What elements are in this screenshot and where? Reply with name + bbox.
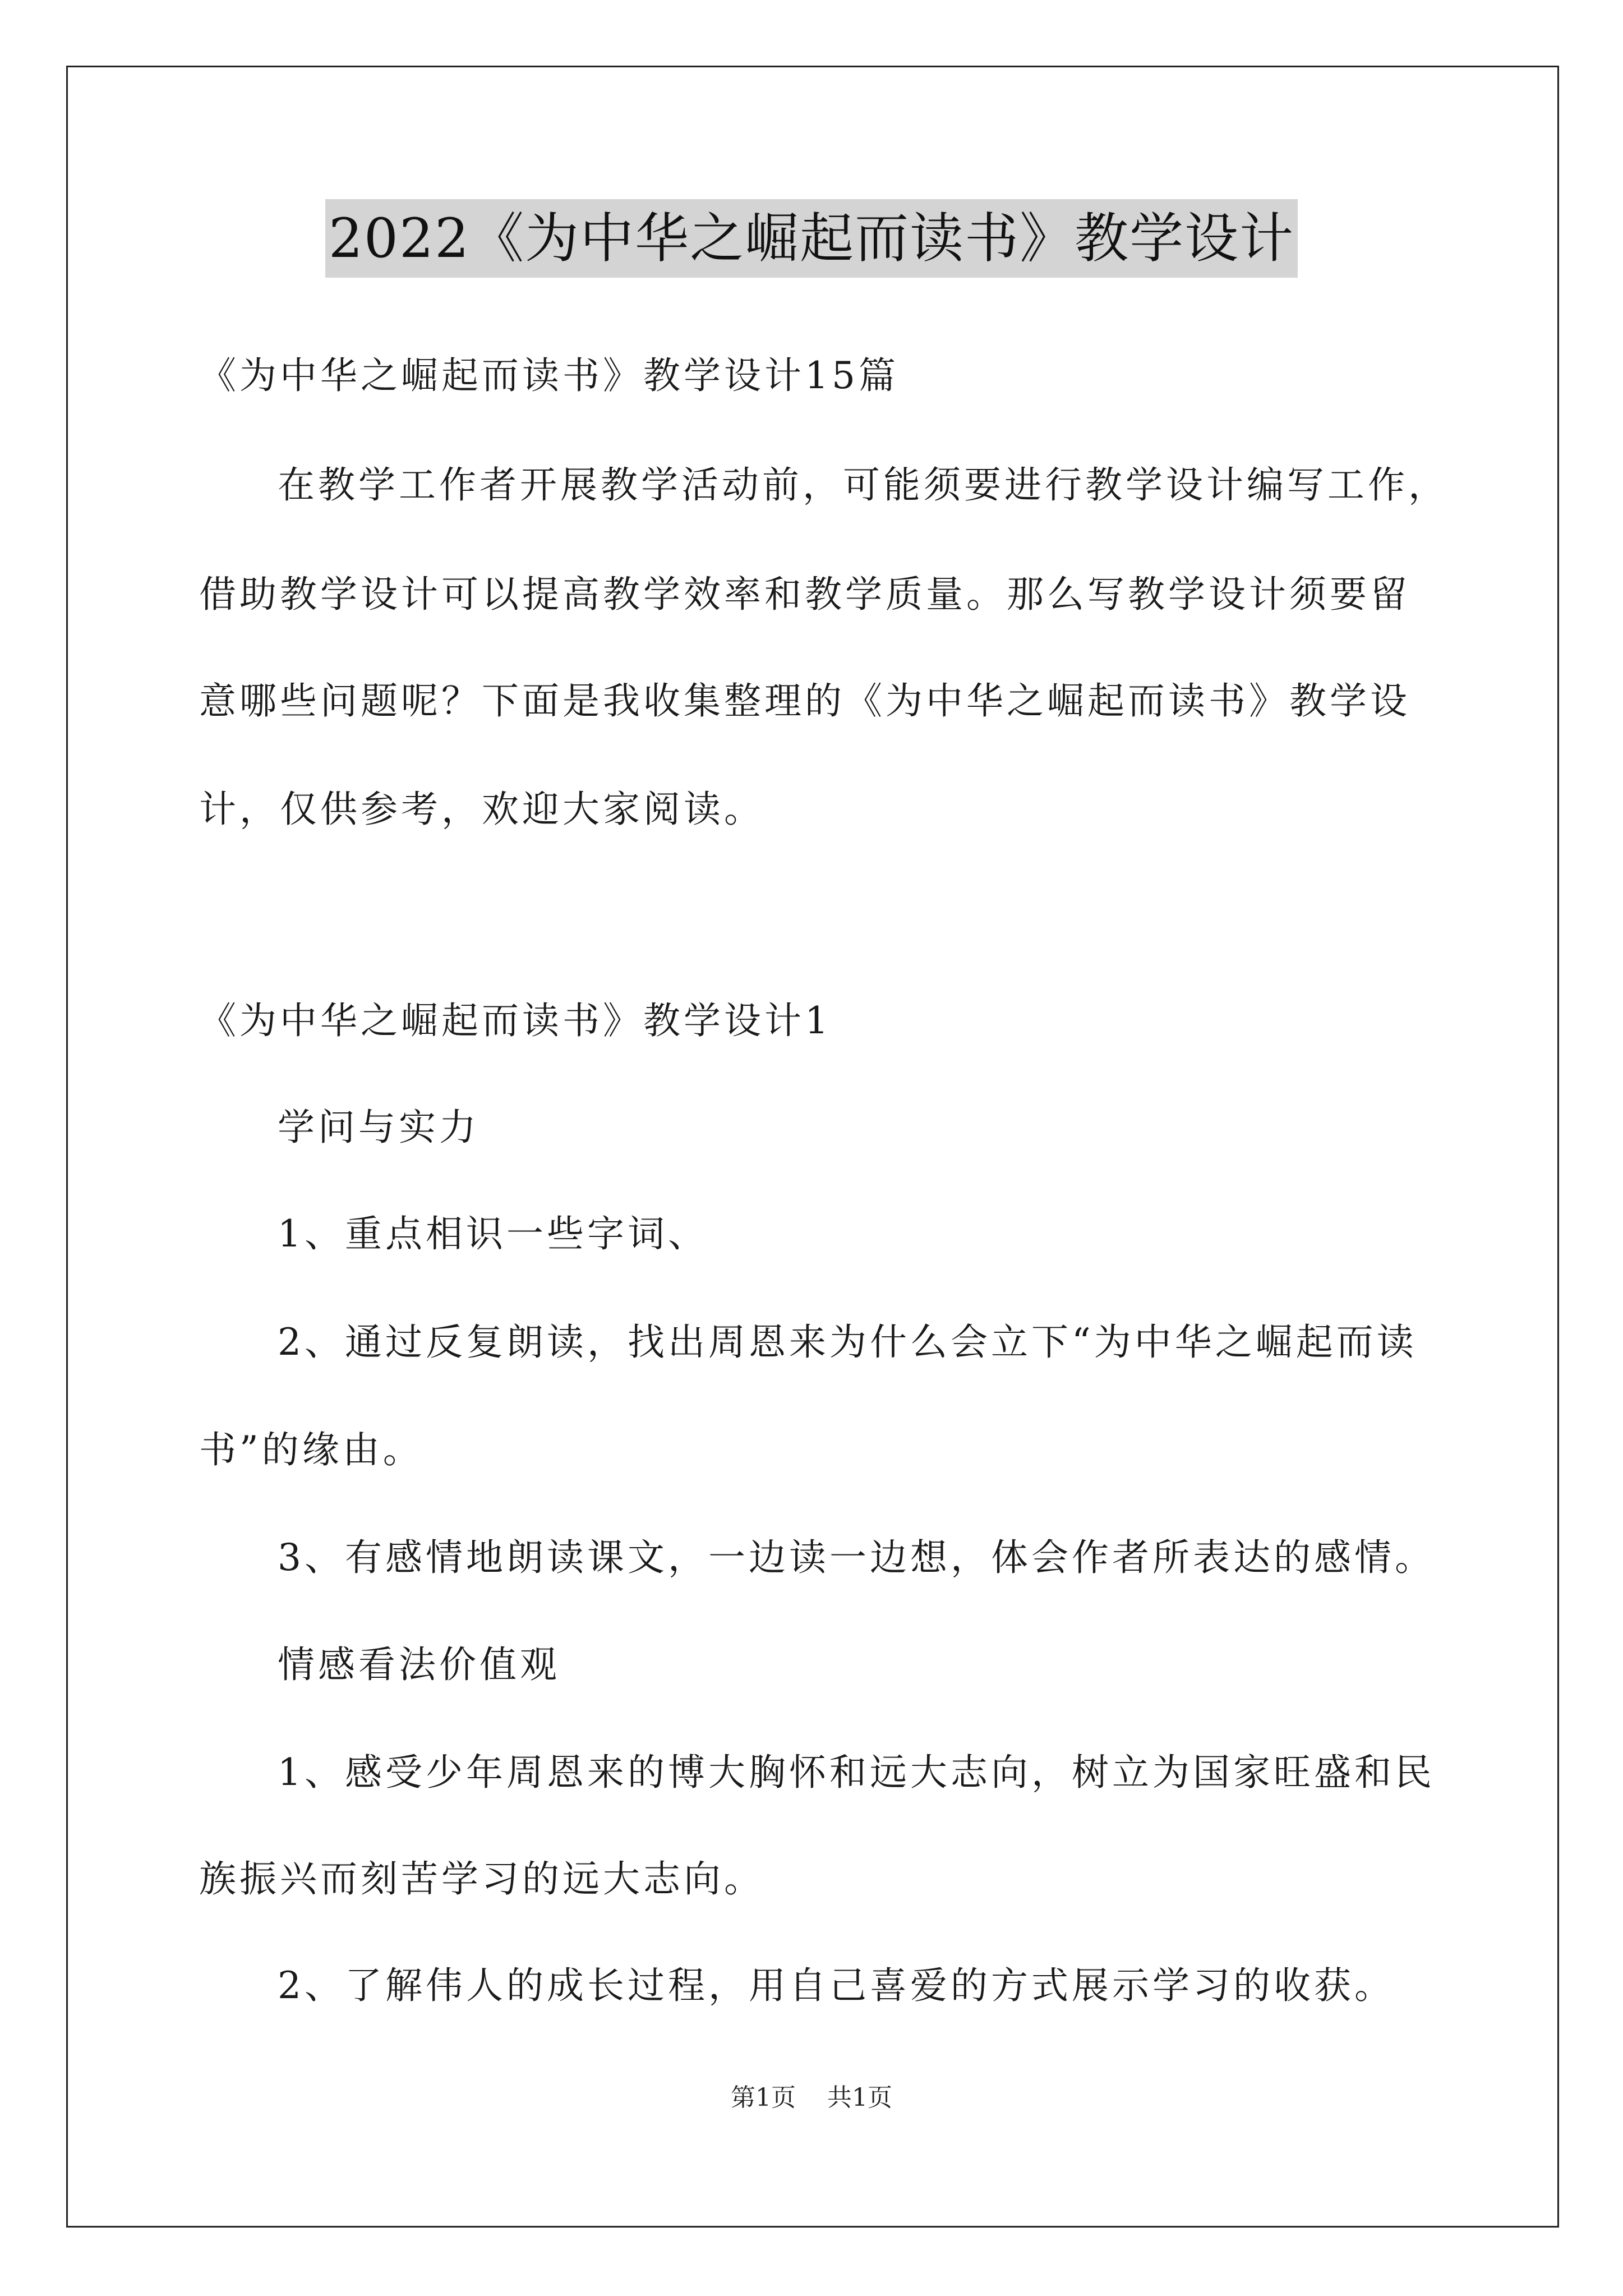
intro-line-1: 在教学工作者开展教学活动前，可能须要进行教学设计编写工作， xyxy=(278,463,1449,507)
title-container xyxy=(0,199,1623,278)
section-line-8: 族振兴而刻苦学习的远大志向。 xyxy=(199,1857,764,1901)
section-line-6: 情感看法价值观 xyxy=(278,1643,560,1686)
document-title: 2022《为中华之崛起而读书》教学设计 xyxy=(325,199,1298,278)
intro-line-3: 意哪些问题呢？下面是我收集整理的《为中华之崛起而读书》教学设 xyxy=(199,679,1410,723)
section-line-9: 2、了解伟人的成长过程，用自己喜爱的方式展示学习的收获。 xyxy=(278,1964,1395,2007)
section-line-5: 3、有感情地朗读课文，一边读一边想，体会作者所表达的感情。 xyxy=(278,1536,1435,1579)
page-total: 共1页 xyxy=(827,2083,892,2112)
page-number: 第1页 xyxy=(731,2083,796,2112)
section-line-4: 书”的缘由。 xyxy=(199,1428,423,1471)
intro-line-2: 借助教学设计可以提高教学效率和教学质量。那么写教学设计须要留 xyxy=(199,573,1410,616)
section-line-7: 1、感受少年周恩来的博大胸怀和远大志向，树立为国家旺盛和民 xyxy=(278,1751,1435,1794)
section-heading: 《为中华之崛起而读书》教学设计1 xyxy=(199,999,832,1042)
page-footer xyxy=(0,2081,1623,2115)
intro-line-4: 计，仅供参考，欢迎大家阅读。 xyxy=(199,788,764,831)
document-subtitle: 《为中华之崛起而读书》教学设计15篇 xyxy=(199,354,899,397)
section-line-3: 2、通过反复朗读，找出周恩来为什么会立下“为中华之崛起而读 xyxy=(278,1320,1417,1364)
section-line-1: 学问与实力 xyxy=(278,1106,479,1149)
section-line-2: 1、重点相识一些字词、 xyxy=(278,1212,708,1255)
